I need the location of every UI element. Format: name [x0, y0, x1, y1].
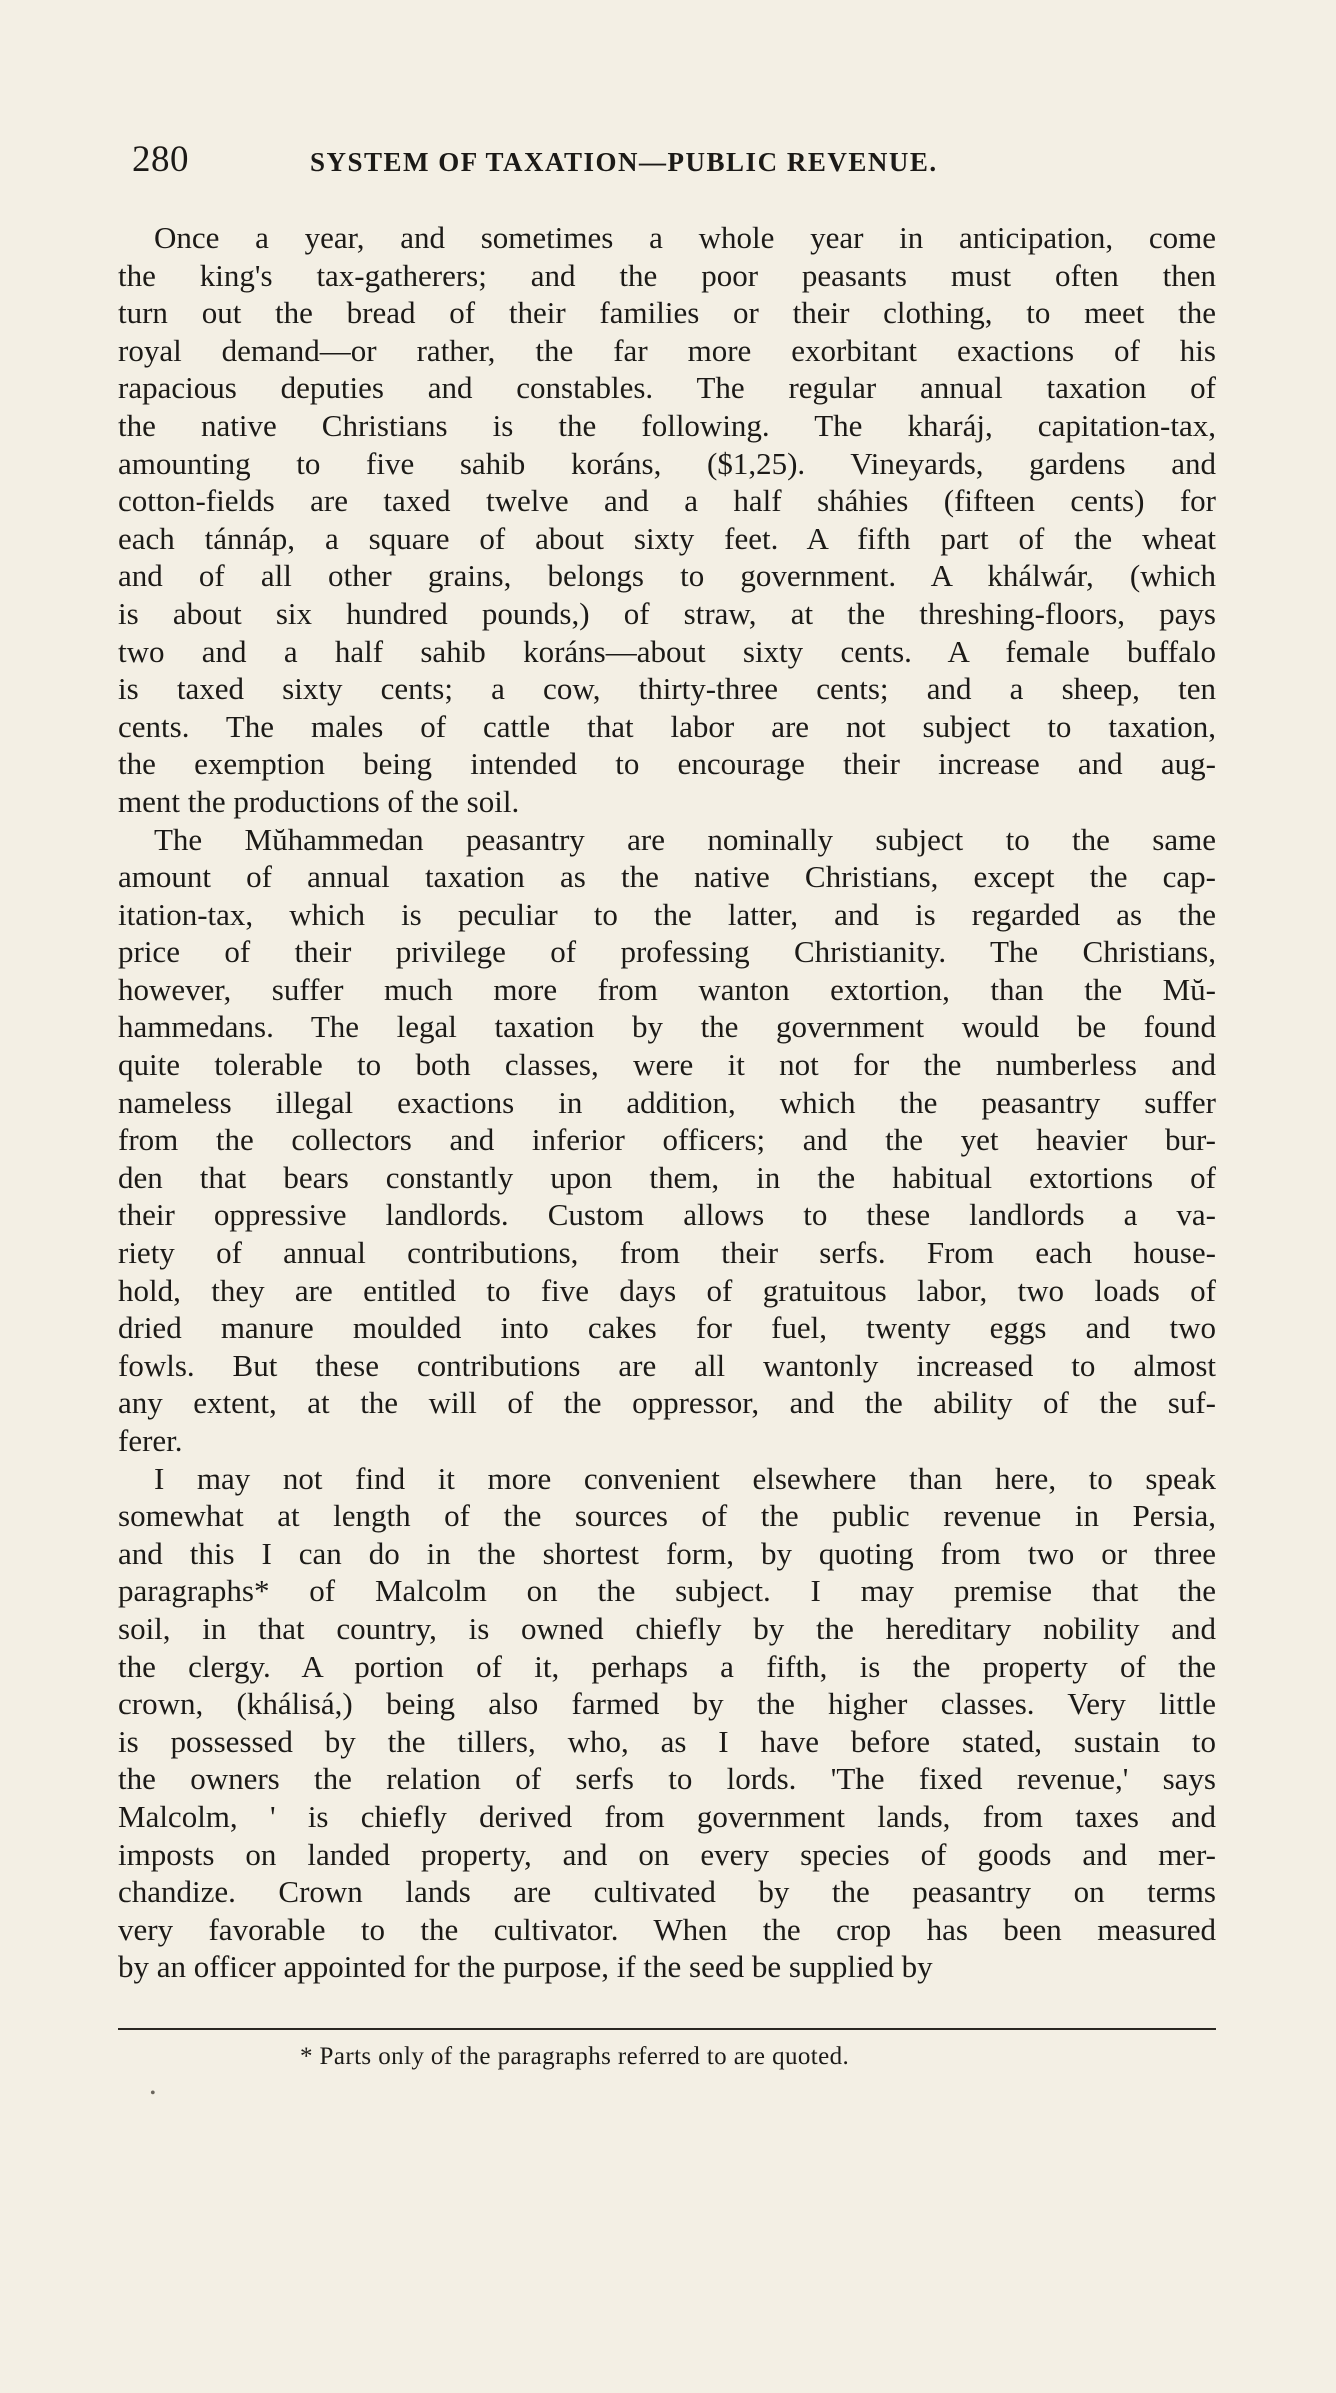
text-line: very favorable to the cultivator. When the crop has been measured — [118, 1911, 1216, 1947]
text-line: royal demand—or rather, the far more exorbitant exactions of his — [118, 332, 1216, 368]
text-line: is possessed by the tillers, who, as I have before stated, sustain to — [118, 1723, 1216, 1759]
running-head — [132, 138, 1184, 182]
text-line: riety of annual contributions, from their serfs. From each house- — [118, 1235, 1216, 1271]
text-line: from the collectors and inferior officers; and the yet heavier bur- — [118, 1122, 1216, 1158]
running-title: SYSTEM OF TAXATION—PUBLIC REVENUE. — [310, 147, 938, 177]
text-line: hammedans. The legal taxation by the government would be found — [118, 1009, 1216, 1045]
text-line: their oppressive landlords. Custom allows to these landlords a va- — [118, 1197, 1216, 1233]
text-line: crown, (khálisá,) being also farmed by the higher classes. Very little — [118, 1686, 1216, 1722]
text-line: and this I can do in the shortest form, by quoting from two or three — [118, 1535, 1216, 1571]
text-line: The Mŭhammedan peasantry are nominally subject to the same — [154, 821, 1216, 857]
text-line: turn out the bread of their families or their clothing, to meet the — [118, 295, 1216, 331]
text-line: ferer. — [118, 1423, 183, 1458]
text-line: fowls. But these contributions are all wantonly increased to almost — [118, 1347, 1216, 1383]
text-line: amount of annual taxation as the native Christians, except the cap- — [118, 859, 1216, 895]
text-line: the owners the relation of serfs to lords. 'The fixed revenue,' says — [118, 1761, 1216, 1797]
text-line: the clergy. A portion of it, perhaps a fifth, is the property of the — [118, 1648, 1216, 1684]
text-line: paragraphs* of Malcolm on the subject. I may premise that the — [118, 1573, 1216, 1609]
text-line: the king's tax-gatherers; and the poor peasants must often then — [118, 257, 1216, 293]
text-line: quite tolerable to both classes, were it not for the numberless and — [118, 1047, 1216, 1083]
print-mark: • — [150, 2085, 156, 2102]
text-line: dried manure moulded into cakes for fuel, twenty eggs and two — [118, 1310, 1216, 1346]
text-line: two and a half sahib koráns—about sixty cents. A female buffalo — [118, 633, 1216, 669]
text-line: however, suffer much more from wanton extortion, than the Mŭ- — [118, 971, 1216, 1007]
text-line: the exemption being intended to encourage their increase and aug- — [118, 746, 1216, 782]
text-line: ment the productions of the soil. — [118, 783, 520, 819]
text-line: cotton-fields are taxed twelve and a half sháhies (fifteen cents) for — [118, 483, 1216, 519]
text-line: somewhat at length of the sources of the public revenue in Persia, — [118, 1498, 1216, 1534]
footnote: * Parts only of the paragraphs referred to are quoted. — [300, 2043, 850, 2070]
text-line: the native Christians is the following. The kharáj, capitation-tax, — [118, 407, 1216, 443]
body-text — [118, 219, 1216, 1986]
text-line: hold, they are entitled to five days of gratuitous labor, two loads of — [118, 1272, 1216, 1308]
text-line: amounting to five sahib koráns, ($1,25). Vineyards, gardens and — [118, 445, 1216, 481]
text-line: I may not find it more convenient elsewhere than here, to speak — [154, 1460, 1216, 1496]
footnote-divider — [118, 2028, 1216, 2030]
text-line: is about six hundred pounds,) of straw, at the threshing-floors, pays — [118, 595, 1216, 631]
text-line: imposts on landed property, and on every species of goods and mer- — [118, 1836, 1216, 1872]
text-line: itation-tax, which is peculiar to the latter, and is regarded as the — [118, 896, 1216, 932]
page-number: 280 — [132, 139, 189, 180]
text-line: each tánnáp, a square of about sixty feet. A fifth part of the wheat — [118, 520, 1216, 556]
text-line: Once a year, and sometimes a whole year in anticipation, come — [154, 220, 1216, 255]
text-line: is taxed sixty cents; a cow, thirty-three cents; and a sheep, ten — [118, 671, 1216, 707]
text-line: price of their privilege of professing Christianity. The Christians, — [118, 934, 1216, 970]
text-line: cents. The males of cattle that labor are not subject to taxation, — [118, 708, 1216, 744]
text-line: nameless illegal exactions in addition, which the peasantry suffer — [118, 1084, 1216, 1120]
text-line: any extent, at the will of the oppressor, and the ability of the suf- — [118, 1385, 1216, 1421]
text-line: soil, in that country, is owned chiefly by the hereditary nobility and — [118, 1610, 1216, 1646]
text-line: and of all other grains, belongs to government. A khálwár, (which — [118, 558, 1216, 594]
text-line: Malcolm, ' is chiefly derived from government lands, from taxes and — [118, 1798, 1216, 1834]
text-line: by an officer appointed for the purpose, if the seed be supplied by — [118, 1949, 933, 1985]
text-line: rapacious deputies and constables. The regular annual taxation of — [118, 370, 1216, 406]
text-line: chandize. Crown lands are cultivated by the peasantry on terms — [118, 1874, 1216, 1910]
text-line: den that bears constantly upon them, in the habitual extortions of — [118, 1159, 1216, 1195]
